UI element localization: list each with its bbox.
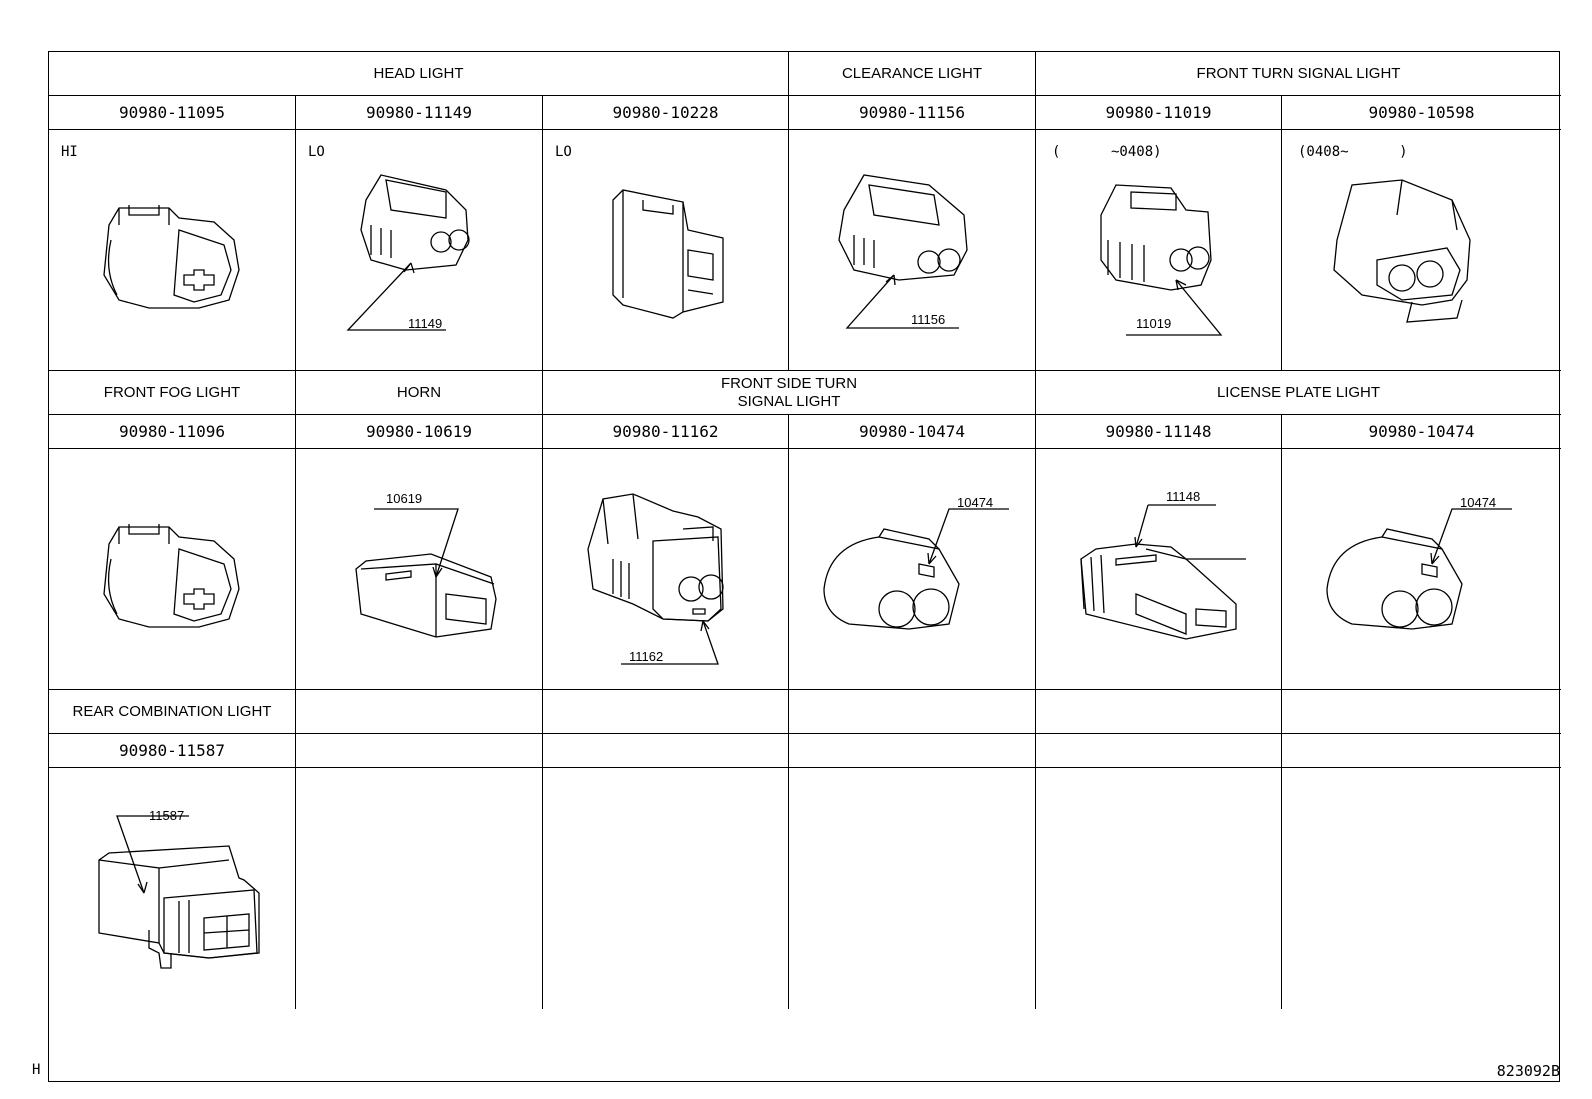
part-number: 90980-10474 (1282, 415, 1561, 449)
connector-cell (543, 130, 789, 371)
connector-table (48, 51, 1560, 1082)
empty-cell (1036, 734, 1282, 768)
connector-cell (296, 130, 543, 371)
section-rear-combination-light: REAR COMBINATION LIGHT (49, 690, 296, 734)
connector-cell (49, 768, 296, 1009)
connector-drawing (1036, 130, 1282, 371)
connector-drawing (1282, 449, 1533, 690)
empty-cell (1036, 768, 1282, 1009)
connector-drawing (543, 449, 789, 690)
connector-cell (543, 449, 789, 690)
empty-cell (789, 734, 1036, 768)
part-number: 90980-10474 (789, 415, 1036, 449)
connector-drawing (789, 130, 1036, 371)
section-front-turn-signal-light: FRONT TURN SIGNAL LIGHT (1036, 52, 1561, 96)
section-head-light: HEAD LIGHT (49, 52, 789, 96)
empty-cell (789, 768, 1036, 1009)
section-front-side-turn-signal-light (543, 371, 1036, 415)
variant-note: LO (308, 144, 325, 160)
connector-drawing (49, 449, 296, 690)
variant-note: (0408~ ) (1298, 144, 1408, 160)
part-number: 90980-11148 (1036, 415, 1282, 449)
connector-drawing (789, 449, 1036, 690)
connector-drawing (543, 130, 789, 371)
empty-cell (543, 690, 789, 734)
empty-cell (296, 690, 543, 734)
empty-cell (1282, 768, 1561, 1009)
callout-label: 10619 (386, 491, 423, 506)
connector-drawing (296, 130, 543, 371)
connector-drawing (1282, 130, 1533, 371)
section-title-line: FRONT SIDE TURN (720, 374, 858, 392)
callout-label: 11019 (1136, 316, 1172, 331)
connector-cell (1282, 449, 1561, 690)
section-horn: HORN (296, 371, 543, 415)
part-number: 90980-11096 (49, 415, 296, 449)
callout-label: 11148 (1166, 489, 1201, 504)
empty-cell (296, 734, 543, 768)
empty-cell (543, 768, 789, 1009)
variant-note: ( ~0408) (1052, 144, 1162, 160)
footer-mark: H (32, 1062, 41, 1078)
part-number: 90980-10619 (296, 415, 543, 449)
section-title-line: SIGNAL LIGHT (737, 392, 841, 410)
connector-drawing (296, 449, 543, 690)
callout-label: 11162 (629, 649, 664, 664)
empty-cell (1282, 734, 1561, 768)
callout-label: 11587 (149, 808, 185, 823)
empty-cell (543, 734, 789, 768)
connector-cell (789, 130, 1036, 371)
variant-note: HI (61, 144, 78, 160)
part-number: 90980-10598 (1282, 96, 1561, 130)
section-front-fog-light: FRONT FOG LIGHT (49, 371, 296, 415)
connector-cell (296, 449, 543, 690)
empty-cell (296, 768, 543, 1009)
connector-drawing (49, 768, 296, 1009)
part-number: 90980-11149 (296, 96, 543, 130)
section-clearance-light: CLEARANCE LIGHT (789, 52, 1036, 96)
callout-label: 11156 (911, 312, 946, 327)
part-number: 90980-11587 (49, 734, 296, 768)
part-number: 90980-10228 (543, 96, 789, 130)
part-number: 90980-11162 (543, 415, 789, 449)
connector-cell (1282, 130, 1561, 371)
connector-cell (1036, 130, 1282, 371)
empty-cell (1036, 690, 1282, 734)
section-license-plate-light: LICENSE PLATE LIGHT (1036, 371, 1561, 415)
connector-drawing (1036, 449, 1282, 690)
connector-cell (789, 449, 1036, 690)
part-number: 90980-11095 (49, 96, 296, 130)
callout-label: 11149 (408, 316, 443, 331)
part-number: 90980-11156 (789, 96, 1036, 130)
connector-cell (49, 449, 296, 690)
variant-note: LO (555, 144, 572, 160)
empty-cell (1282, 690, 1561, 734)
callout-label: 10474 (1460, 495, 1497, 510)
connector-cell (1036, 449, 1282, 690)
part-number: 90980-11019 (1036, 96, 1282, 130)
connector-cell (49, 130, 296, 371)
empty-cell (789, 690, 1036, 734)
callout-label: 10474 (957, 495, 994, 510)
diagram-code: 823092B (1496, 1062, 1560, 1080)
connector-drawing (49, 130, 296, 371)
